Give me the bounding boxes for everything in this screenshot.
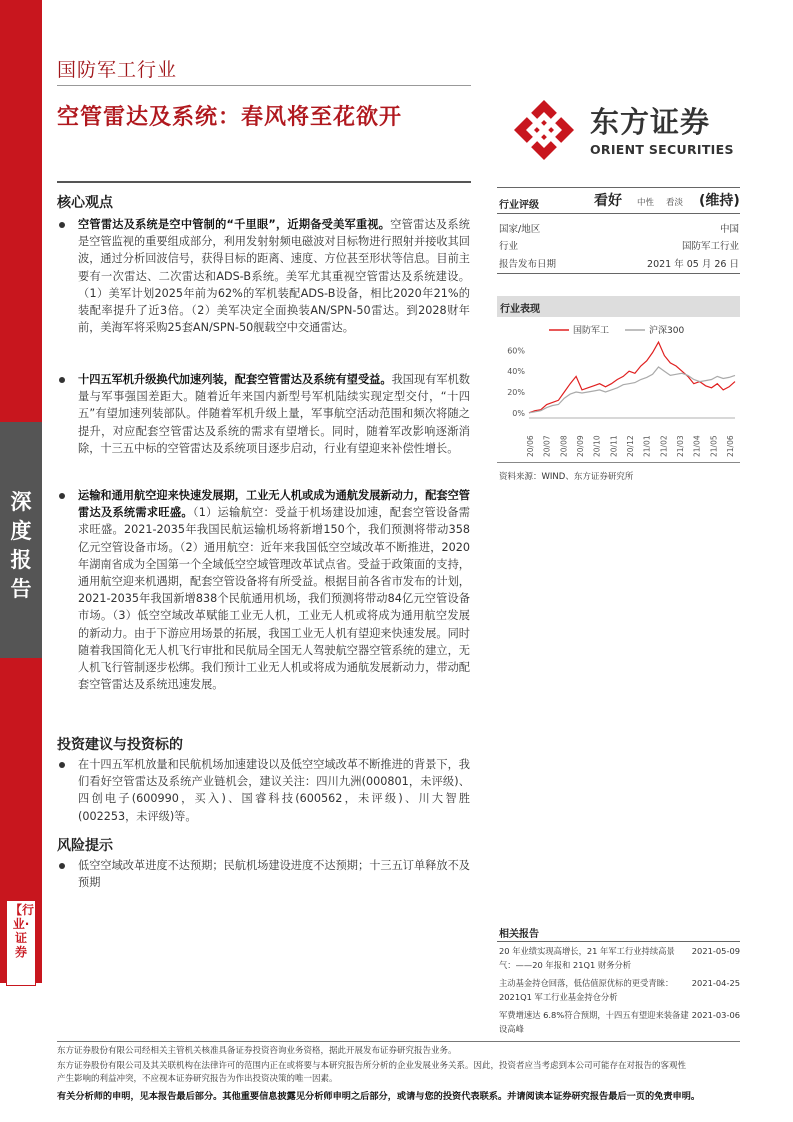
footer-disclaimer-3: 产生影响的利益冲突，不应视本证券研究报告为作出投资决策的唯一因素。 [57, 1074, 338, 1084]
header-divider [57, 85, 471, 86]
rating-bottom-rule [497, 213, 740, 214]
risk-heading: 风险提示 [57, 838, 113, 854]
info-row-country [499, 221, 739, 235]
info-label: 国家/地区 [499, 224, 541, 235]
related-report-date: 2021-05-09 [691, 946, 740, 956]
rating-option-negative: 看淡 [666, 198, 684, 208]
rating-top-rule [497, 187, 740, 188]
legend-label: 沪深300 [649, 326, 685, 336]
related-report-link[interactable]: 军费增速达 6.8%符合预期，十四五有望迎来装备建设高峰 [499, 1010, 689, 1034]
sidebar-report-type-label: 深度报告 [10, 490, 32, 601]
x-tick-label: 21/03 [676, 435, 685, 457]
core-view-item [78, 371, 470, 457]
core-view-lead: 十四五军机升级换代加速列装，配套空管雷达及系统有望受益。 [78, 373, 392, 386]
risk-text: 低空空域改革进度不达预期；民航机场建设进度不达预期；十三五订单释放不及预期 [78, 859, 470, 890]
footer-rule [57, 1041, 740, 1042]
rating-option-neutral: 中性 [637, 198, 655, 208]
info-row-date [499, 256, 739, 270]
x-tick-label: 21/04 [692, 435, 702, 457]
info-value: 中国 [719, 224, 739, 235]
x-tick-label: 20/11 [609, 435, 619, 457]
related-reports-heading: 相关报告 [499, 929, 539, 940]
x-tick-label: 20/08 [559, 435, 569, 457]
x-tick-label: 21/06 [726, 435, 735, 457]
core-view-body: （1）运输航空：受益于机场建设加速，配套空管设备需求旺盛。2021-2035年我国民航运输机场将新增150个，我们预测将带动358亿元空管设备市场。（2）通用航空：近年来我国低空空域改革不断推进，2020年湖南省成为全国第一个全域低空空域管理改革试点省。受益于政策面的支持，通用航空迎来机遇期，配套空管设备将有所受益。根据目前各省市发布的计划，2021-2035年我国新增838个民航通用机场，我们预测将带动84亿元空管设备市场。（3）低空空域改革赋能工业无人机，工业无人机或将成为通用航空发展的新动力。由于下游应用场景的拓展，我国工业无人机有望迎来快速发展。同时随着我国简化无人机飞行审批和民航局全国无人驾驶航空器空管系统的建立，无人机飞行管制逐步松绑。我们预计工业无人机或将成为通航发展新动力，带动配套空管雷达及系统迅速发展。 [78, 506, 470, 692]
report-title: 空管雷达及系统：春风将至花欲开 [57, 105, 403, 130]
info-label: 报告发布日期 [499, 259, 557, 270]
core-view-body: 我国现有军机数量与军事强国差距大。随着近年来国内新型号军机陆续实现定型交付，“十四五”有望加速列装部队。伴随着军机升级上量，军事航空活动范围和频次将随之提升，对应配套空管雷达及系统的需求有望增长。同时，随着军改影响逐渐消除，十三五中标的空管雷达及系统项目逐步启动，行业有望迎来补偿性增长。 [78, 373, 470, 455]
footer-analyst-statement: 有关分析师的申明，见本报告最后部分。其他重要信息披露见分析师申明之后部分，或请与您的投资代表联系。并请阅读本证券研究报告最后一页的免责申明。 [57, 1091, 701, 1102]
x-tick-label: 20/10 [592, 435, 602, 457]
legend-label: 国防军工 [573, 326, 610, 336]
info-value: 国防军工行业 [681, 241, 739, 252]
core-view-body: 空管雷达及系统是空管监视的重要组成部分，利用发射射频电磁波对目标物进行照射并接收其回波，通过分析回波信号，获得目标的距离、速度、方位甚至形状等信息。目前主要有一次雷达、二次雷达和ADS-B系统。美军尤其重视空管雷达及系统建设。（1）美军计划2025年前为62%的军机装配ADS-B设备，相比2020年21%的装配率提升了近3倍。（2）美军决定全面换装AN/SPN-50雷达。到2028财年前，美海军将采购25套AN/SPN-50舰载空中交通雷达。 [78, 218, 470, 335]
rating-label: 行业评级 [499, 200, 539, 211]
brand-logo [512, 98, 744, 162]
x-tick-label: 20/12 [626, 435, 635, 457]
orient-securities-logo-icon [512, 98, 576, 162]
performance-chart [497, 318, 740, 460]
bullet-icon [59, 493, 65, 499]
core-view-item [78, 216, 470, 336]
series-line-csi300 [529, 367, 735, 413]
related-reports-rule [497, 941, 740, 942]
y-tick-label: 40% [507, 367, 525, 377]
brand-name-en: ORIENT SECURITIES [590, 142, 734, 157]
info-bottom-rule [497, 273, 740, 274]
y-tick-label: 60% [507, 346, 525, 356]
core-view-item [78, 487, 470, 693]
related-report-date: 2021-03-06 [691, 1010, 740, 1020]
rating-status: (维持) [699, 193, 740, 209]
bullet-icon [59, 377, 65, 383]
investment-text: 在十四五军机放量和民航机场加速建设以及低空空域改革不断推进的背景下，我们看好空管雷达及系统产业链机会，建议关注：四川九洲(000801，未评级)、四创电子(600990，买入)、国睿科技(600562，未评级)、川大智胜(002253，未评级)等。 [78, 758, 470, 823]
brand-name-cn: 东方证券 [590, 105, 711, 139]
investment-heading: 投资建议与投资标的 [57, 737, 183, 753]
bullet-icon [59, 863, 65, 869]
core-view-lead: 运输和通用航空迎来快速发展期，工业无人机或成为通航发展新动力，配套空管雷达及系统需求旺盛。 [78, 489, 470, 520]
info-row-industry [499, 238, 739, 252]
y-tick-label: 20% [507, 388, 525, 397]
x-tick-label: 21/05 [709, 435, 719, 457]
sidebar-red-band [0, 0, 42, 422]
related-report-link[interactable]: 主动基金持仓回落，低估值原优标的更受青睐：2021Q1 军工行业基金持仓分析 [499, 978, 674, 1002]
x-tick-label: 20/06 [526, 435, 535, 457]
title-divider [57, 181, 471, 183]
related-report-link[interactable]: 20 年业绩实现高增长，21 年军工行业持续高景气：——20 年报和 21Q1 财务分析 [499, 946, 675, 970]
sidebar-footer-tag-text: 【行业·证券 [10, 903, 35, 959]
related-report-date: 2021-04-25 [691, 978, 740, 988]
core-view-lead: 空管雷达及系统是空中管制的“千里眼”，近期备受美军重视。 [78, 218, 391, 231]
bullet-icon [59, 222, 65, 228]
core-views-heading: 核心观点 [57, 195, 113, 211]
industry-heading: 国防军工行业 [57, 59, 178, 81]
x-tick-label: 21/01 [642, 435, 652, 457]
info-value: 2021 年 05 月 26 日 [647, 259, 739, 270]
y-tick-label: 0% [512, 408, 525, 418]
chart-source: 资料来源：WIND、东方证券研究所 [499, 472, 634, 482]
rating-value: 看好 [594, 193, 622, 209]
bullet-icon [59, 762, 65, 768]
x-tick-label: 20/09 [576, 435, 585, 457]
chart-bottom-rule [497, 462, 740, 463]
x-tick-label: 20/07 [542, 435, 552, 457]
footer-disclaimer-2: 东方证券股份有限公司及其关联机构在法律许可的范围内正在或将要与本研究报告所分析的企业发展业务关系。因此，投资者应当考虑到本公司可能存在对报告的客观性 [57, 1061, 687, 1071]
info-label: 行业 [499, 241, 519, 252]
x-tick-label: 21/02 [659, 435, 669, 457]
performance-heading: 行业表现 [500, 304, 540, 315]
footer-disclaimer-1: 东方证券股份有限公司经相关主管机关核准具备证券投资咨询业务资格，据此开展发布证券研究报告业务。 [57, 1046, 457, 1056]
